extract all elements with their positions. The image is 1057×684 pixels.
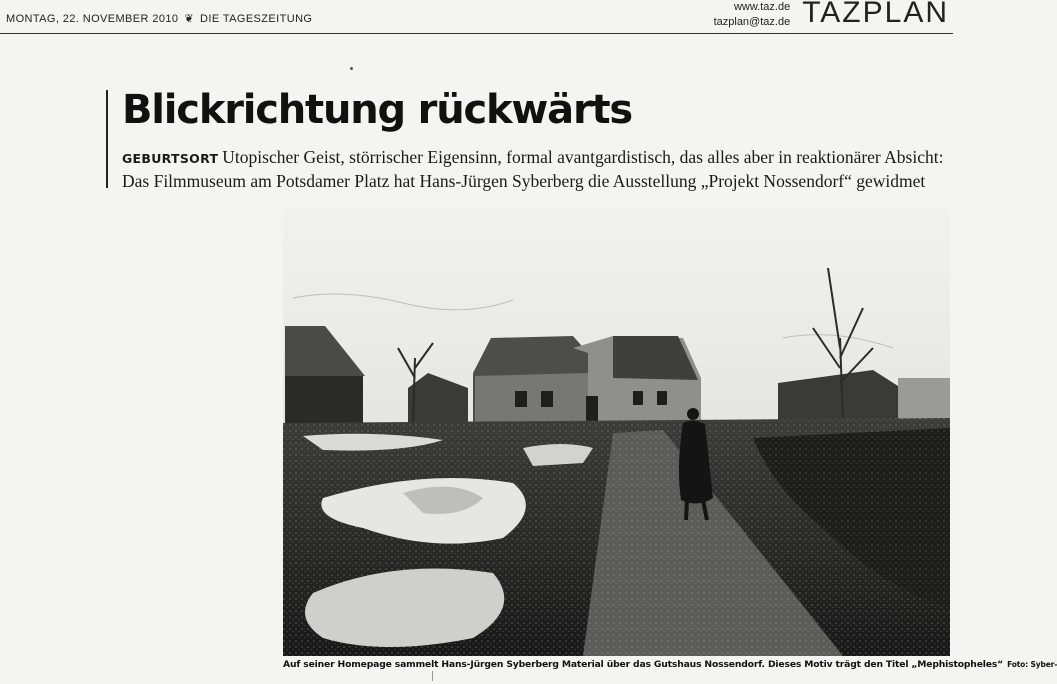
article-deck xyxy=(122,146,952,192)
issue-date: MONTAG, 22. NOVEMBER 2010 xyxy=(6,12,179,25)
page-header-dateline xyxy=(6,12,312,25)
headline-rule xyxy=(106,90,108,188)
section-title: TAZPLAN xyxy=(802,0,949,29)
newspaper-name: DIE TAGESZEITUNG xyxy=(200,12,313,25)
article-headline: Blickrichtung rückwärts xyxy=(122,87,632,133)
caption-text: Auf seiner Homepage sammelt Hans-Jürgen Syberberg Material über das Gutshaus Nossendorf. Dieses Motiv trägt den Titel „Mephistopheles“ xyxy=(283,659,1004,670)
photo-village-road xyxy=(283,208,950,656)
website-link[interactable]: www.taz.de xyxy=(733,1,791,13)
article-photo xyxy=(283,208,950,656)
header-divider xyxy=(0,33,953,34)
print-speck xyxy=(350,67,353,70)
deck-text: Utopischer Geist, störrischer Eigensinn, formal avantgardistisch, das alles aber in reaktionärer Absicht: Das Filmmuseum am Potsdamer Platz hat Hans-Jürgen Syberberg die Ausstellung „Projekt Nossendorf“ gewidmet xyxy=(122,147,944,191)
photo-caption xyxy=(283,659,1057,670)
photo-credit: Foto: Syber- xyxy=(1007,660,1057,669)
page-header-section xyxy=(714,0,949,30)
taz-paw-icon: ❦ xyxy=(184,13,195,25)
contact-block xyxy=(714,0,791,30)
email-link[interactable]: tazplan@taz.de xyxy=(713,16,791,28)
print-mark xyxy=(432,671,433,681)
article-kicker: GEBURTSORT xyxy=(122,151,219,166)
